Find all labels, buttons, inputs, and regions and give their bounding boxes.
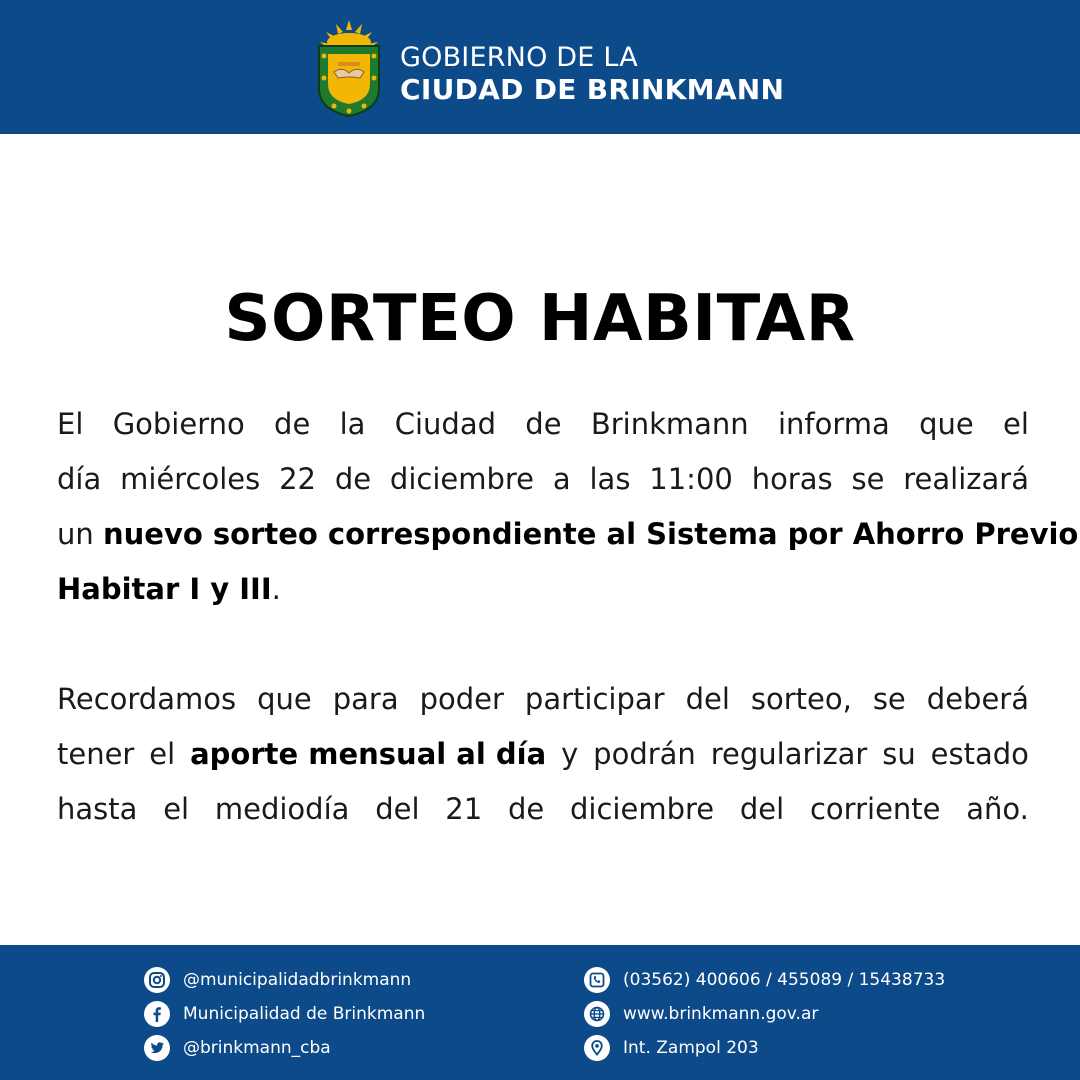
phone-icon — [584, 967, 610, 993]
paragraph-2-line-2 — [57, 727, 1029, 782]
footer-phone-label: (03562) 400606 / 455089 / 15438733 — [623, 970, 946, 990]
word: poder — [419, 682, 504, 716]
word: de — [507, 792, 545, 826]
footer-website-label: www.brinkmann.gov.ar — [623, 1004, 819, 1024]
word: sorteo, — [750, 682, 852, 716]
twitter-icon — [144, 1035, 170, 1061]
text-segment: un — [57, 517, 103, 551]
word: del — [685, 682, 730, 716]
word: del — [739, 792, 785, 826]
word: las — [589, 462, 631, 496]
header-banner — [0, 0, 1080, 134]
paragraph-1-line-4 — [57, 562, 1029, 617]
word: su — [882, 737, 916, 771]
word: a — [552, 462, 571, 496]
word: diciembre — [570, 792, 715, 826]
footer-instagram[interactable] — [144, 967, 411, 993]
location-pin-icon — [584, 1035, 610, 1061]
word: realizará — [903, 462, 1029, 496]
header-title-line1: GOBIERNO DE LA — [400, 42, 638, 73]
word: de — [274, 407, 311, 441]
word: estado — [930, 737, 1029, 771]
bold-text: nuevo sorteo correspondiente al Sistema por Ahorro Previo — [102, 517, 1079, 551]
word: que — [919, 407, 974, 441]
word: corriente — [809, 792, 941, 826]
word: diciembre — [389, 462, 535, 496]
footer-facebook-label: Municipalidad de Brinkmann — [183, 1004, 426, 1024]
page-title: SORTEO HABITAR — [224, 282, 856, 356]
word: que — [257, 682, 312, 716]
word: año. — [966, 792, 1029, 826]
word: Recordamos — [57, 682, 237, 716]
paragraph-1-line-2 — [57, 452, 1029, 507]
word: miércoles — [120, 462, 261, 496]
paragraph-1 — [57, 397, 1079, 617]
word: el — [163, 792, 190, 826]
footer-twitter-label: @brinkmann_cba — [183, 1038, 331, 1058]
word: informa — [777, 407, 890, 441]
word: regularizar — [710, 737, 868, 771]
facebook-icon — [144, 1001, 170, 1027]
paragraph-2 — [57, 672, 1029, 837]
footer-facebook[interactable] — [144, 1001, 425, 1027]
word: de — [334, 462, 372, 496]
footer-website[interactable] — [584, 1001, 818, 1027]
word: se — [851, 462, 885, 496]
word: se — [872, 682, 906, 716]
word: 22 — [279, 462, 316, 496]
word: de — [525, 407, 562, 441]
word: 21 — [445, 792, 483, 826]
word: Brinkmann — [590, 407, 749, 441]
word: deberá — [926, 682, 1029, 716]
word: y — [561, 737, 579, 771]
paragraph-2-line-3 — [57, 782, 1029, 837]
paragraph-1-line-1 — [57, 397, 1029, 452]
footer-banner — [0, 945, 1080, 1080]
word: para — [332, 682, 399, 716]
word: mediodía — [214, 792, 350, 826]
word: participar — [524, 682, 665, 716]
footer-address-label: Int. Zampol 203 — [623, 1038, 759, 1058]
word: 11:00 — [649, 462, 733, 496]
bold-text: aporte mensual al día — [190, 737, 547, 771]
word: podrán — [593, 737, 696, 771]
word: del — [375, 792, 420, 826]
word: el — [149, 737, 176, 771]
header-title-line2: CIUDAD DE BRINKMANN — [400, 73, 785, 106]
word: hasta — [57, 792, 138, 826]
footer-phone[interactable] — [584, 967, 945, 993]
globe-icon — [584, 1001, 610, 1027]
paragraph-2-line-1 — [57, 672, 1029, 727]
word: Gobierno — [112, 407, 245, 441]
city-coat-of-arms-icon — [314, 18, 384, 118]
word: tener — [57, 737, 135, 771]
word: horas — [751, 462, 833, 496]
header-title — [400, 42, 784, 106]
word: el — [1003, 407, 1029, 441]
word: día — [57, 462, 102, 496]
word: la — [339, 407, 366, 441]
footer-twitter[interactable] — [144, 1035, 331, 1061]
word: Ciudad — [394, 407, 496, 441]
footer-instagram-label: @municipalidadbrinkmann — [183, 970, 412, 990]
word: El — [57, 407, 84, 441]
instagram-icon — [144, 967, 170, 993]
text-segment: . — [271, 572, 281, 606]
footer-address[interactable] — [584, 1035, 759, 1061]
paragraph-1-line-3 — [57, 507, 1079, 562]
bold-text: Habitar I y III — [57, 572, 272, 606]
